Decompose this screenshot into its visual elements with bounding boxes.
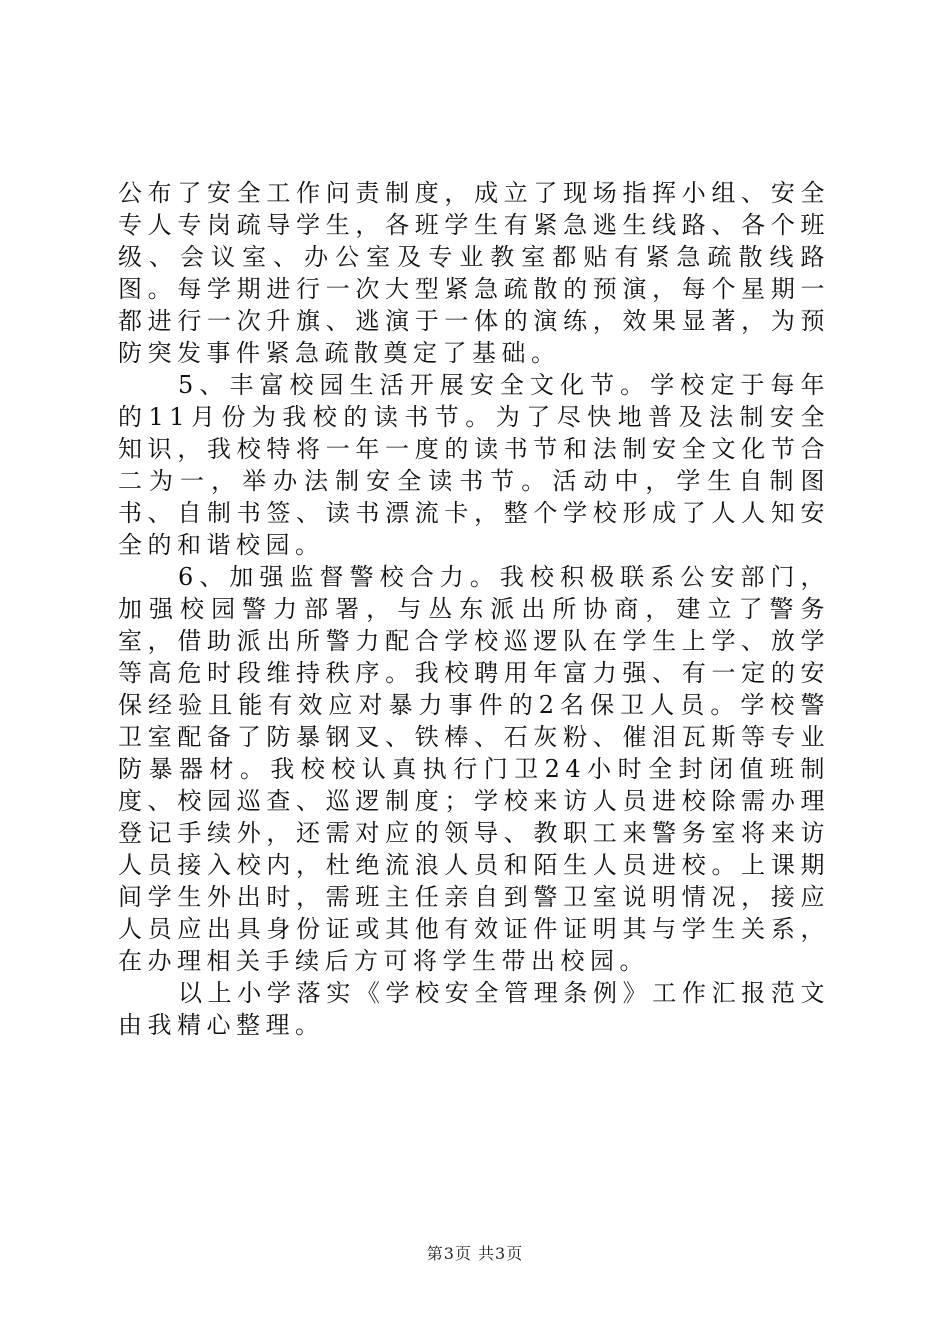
- paragraph-closing: 以上小学落实《学校安全管理条例》工作汇报范文由我精心整理。: [118, 979, 830, 1039]
- document-body: [118, 177, 830, 1041]
- page-number-footer: 第3页 共3页: [426, 1244, 524, 1263]
- paragraph-culture-festival: 5、丰富校园生活开展安全文化节。学校定于每年的11月份为我校的读书节。为了尽快地普及法制安全知识，我校特将一年一度的读书节和法制安全文化节合二为一，举办法制安全读书节。活动中，学生自制图书、自制书签、读书漂流卡，整个学校形成了人人知安全的和谐校园。: [118, 371, 830, 559]
- paragraph-police-cooperation: 6、加强监督警校合力。我校积极联系公安部门，加强校园警力部署，与丛东派出所协商，建立了警务室，借助派出所警力配合学校巡逻队在学生上学、放学等高危时段维持秩序。我校聘用年富力强、有一定的安保经验且能有效应对暴力事件的2名保卫人员。学校警卫室配备了防暴钢叉、铁棒、石灰粉、催泪瓦斯等专业防暴器材。我校校认真执行门卫24小时全封闭值班制度、校园巡查、巡逻制度；学校来访人员进校除需办理登记手续外，还需对应的领导、教职工来警务室将来访人员接入校内，杜绝流浪人员和陌生人员进校。上课期间学生外出时，需班主任亲自到警卫室说明情况，接应人员应出具身份证或其他有效证件证明其与学生关系，在办理相关手续后方可将学生带出校园。: [118, 563, 830, 975]
- paragraph-evacuation: 公布了安全工作问责制度，成立了现场指挥小组、安全专人专岗疏导学生，各班学生有紧急逃生线路、各个班级、会议室、办公室及专业教室都贴有紧急疏散线路图。每学期进行一次大型紧急疏散的预演，每个星期一都进行一次升旗、逃演于一体的演练，效果显著，为预防突发事件紧急疏散奠定了基础。: [118, 179, 830, 367]
